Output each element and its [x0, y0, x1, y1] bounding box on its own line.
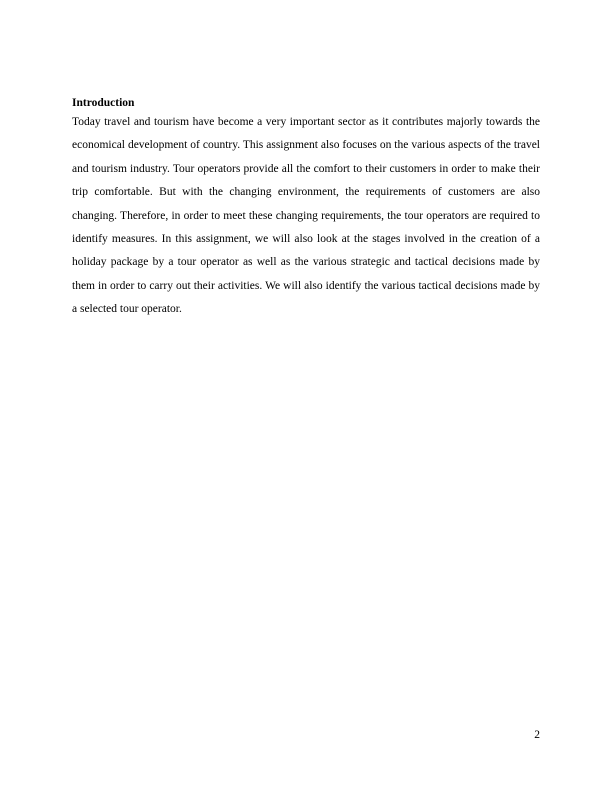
section-heading: Introduction: [72, 97, 135, 109]
introduction-paragraph: Today travel and tourism have become a very important sector as it contributes majorly towards the economical development of country. This assignment also focuses on the various aspects of the travel and tourism industry. Tour operators provide all the comfort to their customers in order to make their trip comfortable. But with the changing environment, the requirements of customers are also changing. Therefore, in order to meet these changing requirements, the tour operators are required to identify measures. In this assignment, we will also look at the stages involved in the creation of a holiday package by a tour operator as well as the various strategic and tactical decisions made by them in order to carry out their activities. We will also identify the various tactical decisions made by a selected tour operator.: [72, 116, 540, 316]
page-content: [72, 95, 540, 322]
page-number: 2: [534, 729, 540, 741]
